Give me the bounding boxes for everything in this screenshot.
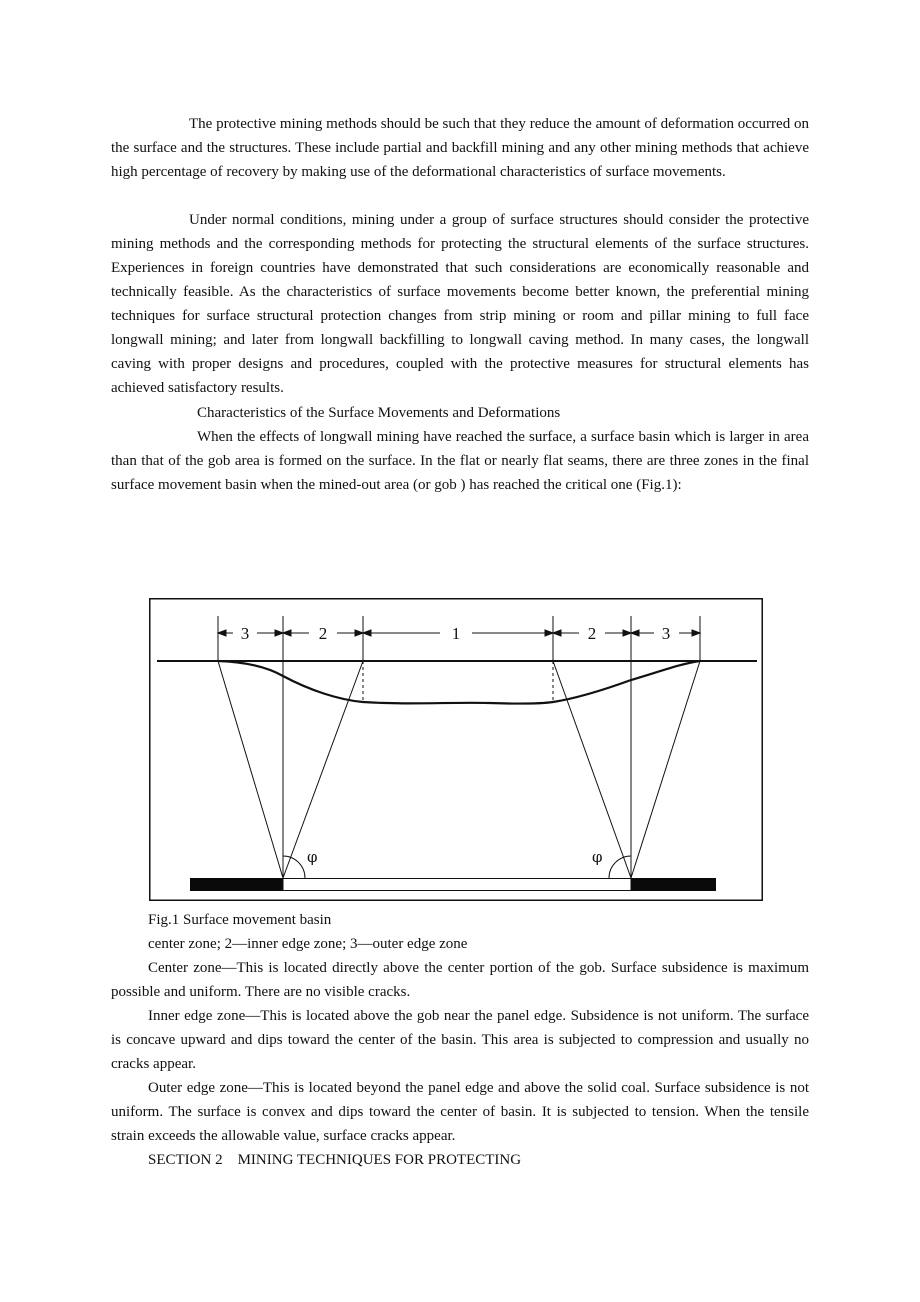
section-heading-2: SECTION 2 MINING TECHNIQUES FOR PROTECTING (148, 1152, 522, 1168)
figure-legend: center zone; 2—inner edge zone; 3—outer edge zone (148, 936, 468, 952)
figure-surface-movement-basin (149, 598, 763, 901)
coal-pillar-left (190, 878, 283, 891)
paragraph-inner-edge-zone: Inner edge zone—This is located above the gob near the panel edge. Subsidence is not uniform. The surface is concave upward and dips toward the center of the basin. This area is subjected to compression and usually no cracks appear. (111, 1008, 809, 1072)
basin-diagram (149, 598, 763, 901)
zone-label-center: 1 (451, 624, 461, 643)
paragraph-center-zone: Center zone—This is located directly above the center portion of the gob. Surface subsidence is maximum possible and uniform. There are no visible cracks. (111, 960, 809, 1000)
angle-lines (218, 661, 700, 878)
angle-arc-left (283, 856, 305, 878)
paragraph-normal-conditions: Under normal conditions, mining under a group of surface structures should consider the protective mining methods and the corresponding methods for protecting the structural elements of the surface structures. Experiences in foreign countries have demonstrated that such considerations are economically reasonable and technically feasible. As the characteristics of surface movements become better known, the preferential mining techniques for surface structural protection changes from strip mining or room and pillar mining to full face longwall mining; and later from longwall backfilling to longwall caving method. In many cases, the longwall caving with proper designs and procedures, coupled with the protective measures for structural elements has achieved satisfactory results. (111, 212, 809, 396)
zone-boundary-ticks (218, 616, 700, 878)
angle-arc-right (609, 856, 631, 878)
coal-pillar-right (631, 878, 716, 891)
subsidence-basin-curve (218, 661, 700, 704)
figure-caption: Fig.1 Surface movement basin (148, 912, 332, 928)
zone-label-outer-right: 3 (661, 624, 671, 643)
paragraph-protective-methods: The protective mining methods should be such that they reduce the amount of deformation occurred on the surface and the structures. These include partial and backfill mining and any other mining methods that achieve high percentage of recovery by making use of the deformational characteristics of surface movements. (111, 116, 809, 180)
paragraph-longwall-effects: When the effects of longwall mining have reached the surface, a surface basin which is larger in area than that of the gob area is formed on the surface. In the flat or nearly flat seams, there are three zones in the final surface movement basin when the mined-out area (or gob ) has reached the critical one (Fig.1): (111, 429, 809, 493)
section-heading-characteristics: Characteristics of the Surface Movements and Deformations (197, 405, 561, 421)
gob-area (283, 879, 631, 891)
zone-label-inner-left: 2 (318, 624, 328, 643)
zone-label-inner-right: 2 (587, 624, 597, 643)
dashed-guides (363, 661, 553, 702)
figure-frame (150, 599, 763, 901)
angle-label-left: φ (307, 848, 318, 866)
zone-label-outer-left: 3 (240, 624, 250, 643)
angle-label-right: φ (592, 848, 603, 866)
paragraph-outer-edge-zone: Outer edge zone—This is located beyond the panel edge and above the solid coal. Surface subsidence is not uniform. The surface is convex and dips toward the center of basin. It is subjected to tension. When the tensile strain exceeds the allowable value, surface cracks appear. (111, 1080, 809, 1144)
